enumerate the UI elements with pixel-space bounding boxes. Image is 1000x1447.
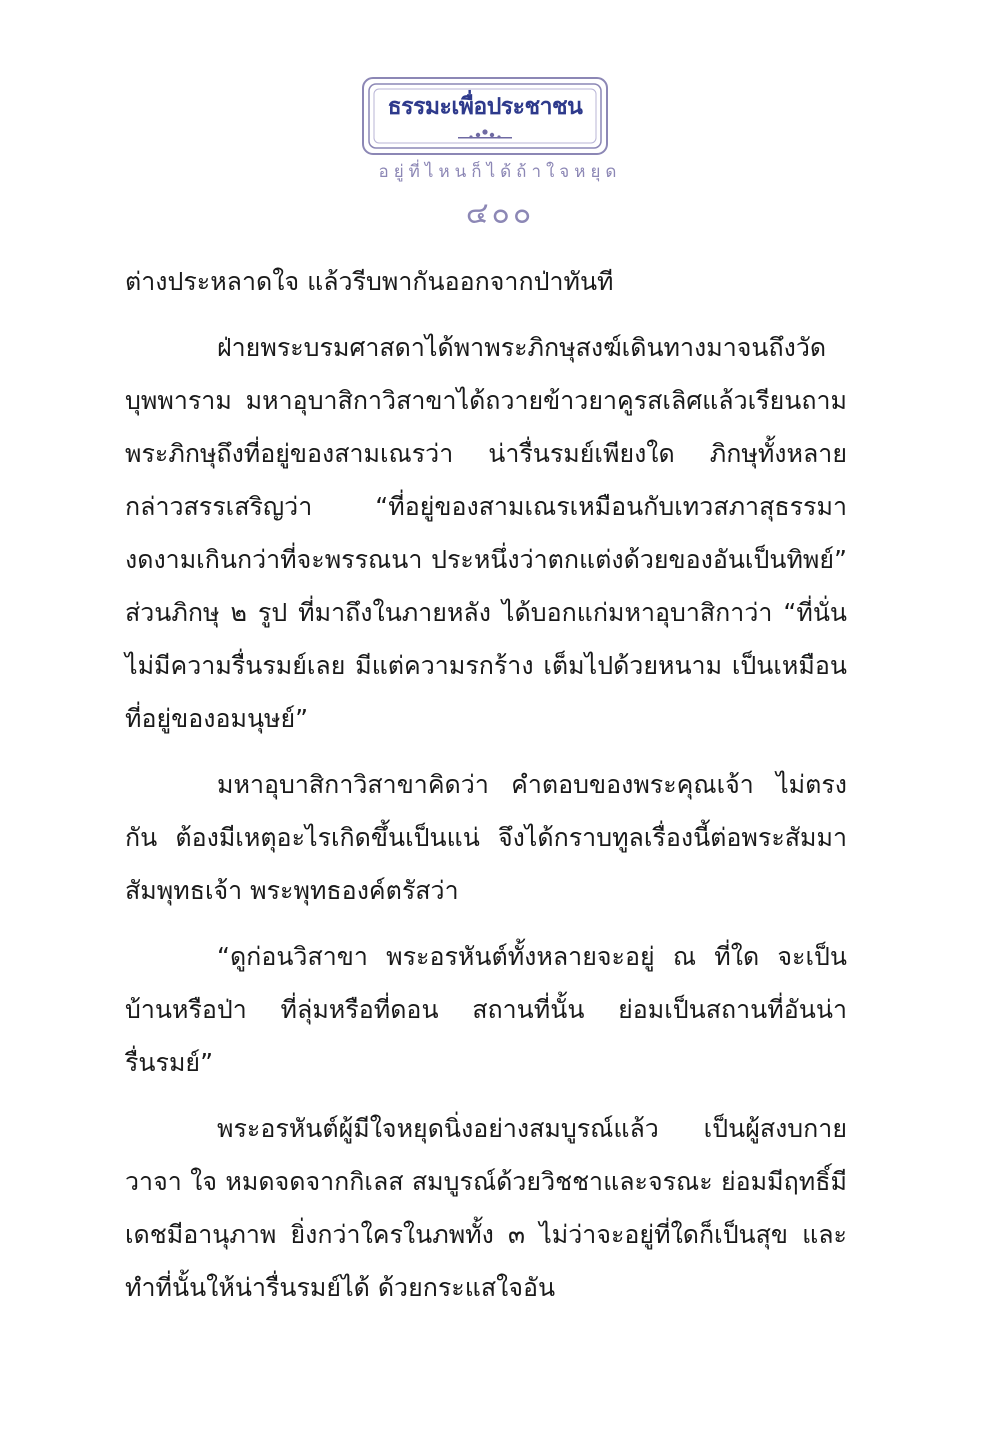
paragraph-3: มหาอุบาสิกาวิสาขาคิดว่า คำตอบของพระคุณเจ้า ไม่ตรงกัน ต้องมีเหตุอะไรเกิดขึ้นเป็นแน่ จึงได้กราบทูลเรื่องนี้ต่อพระสัมมาสัมพุทธเจ้า พระพุทธองค์ตรัสว่า [125,770,847,905]
series-logo [360,75,610,157]
paragraph-4: “ดูก่อนวิสาขา พระอรหันต์ทั้งหลายจะอยู่ ณ ที่ใด จะเป็นบ้านหรือป่า ที่ลุ่มหรือที่ดอน สถานที่นั้น ย่อมเป็นสถานที่อันน่ารื่นรมย์” [125,942,847,1077]
paragraph-5: พระอรหันต์ผู้มีใจหยุดนิ่งอย่างสมบูรณ์แล้ว เป็นผู้สงบกาย วาจา ใจ หมดจดจากกิเลส สมบูรณ์ด้วยวิชชาและจรณะ ย่อมมีฤทธิ์มีเดชมีอานุภาพ ยิ่งกว่าใครในภพทั้ง ๓ ไม่ว่าจะอยู่ที่ใดก็เป็นสุข และทำที่นั้นให้น่ารื่นรมย์ได้ ด้วยกระแสใจอัน [125,1114,847,1302]
page-header [0,0,1000,230]
paragraph-1: ต่างประหลาดใจ แล้วรีบพากันออกจากป่าทันที [125,267,614,296]
logo-text: ธรรมะเพื่อประชาชน [387,94,583,120]
running-title: อยู่ที่ไหนก็ได้ถ้าใจหยุด [378,162,622,182]
page-number: ๔๐๐ [465,196,535,231]
paragraph-2: ฝ่ายพระบรมศาสดาได้พาพระภิกษุสงฆ์เดินทางมาจนถึงวัดบุพพาราม มหาอุบาสิกาวิสาขาได้ถวายข้าวยาคูรสเลิศแล้วเรียนถามพระภิกษุถึงที่อยู่ของสามเณรว่า น่ารื่นรมย์เพียงใด ภิกษุทั้งหลายกล่าวสรรเสริญว่า “ที่อยู่ของสามเณรเหมือนกับเทวสภาสุธรรมางดงามเกินกว่าที่จะพรรณนา ประหนึ่งว่าตกแต่งด้วยของอันเป็นทิพย์” ส่วนภิกษุ ๒ รูป ที่มาถึงในภายหลัง ได้บอกแก่มหาอุบาสิกาว่า “ที่นั่นไม่มีความรื่นรมย์เลย มีแต่ความรกร้าง เต็มไปด้วยหนาม เป็นเหมือนที่อยู่ของอมนุษย์” [125,333,847,733]
page-body [125,255,847,1314]
